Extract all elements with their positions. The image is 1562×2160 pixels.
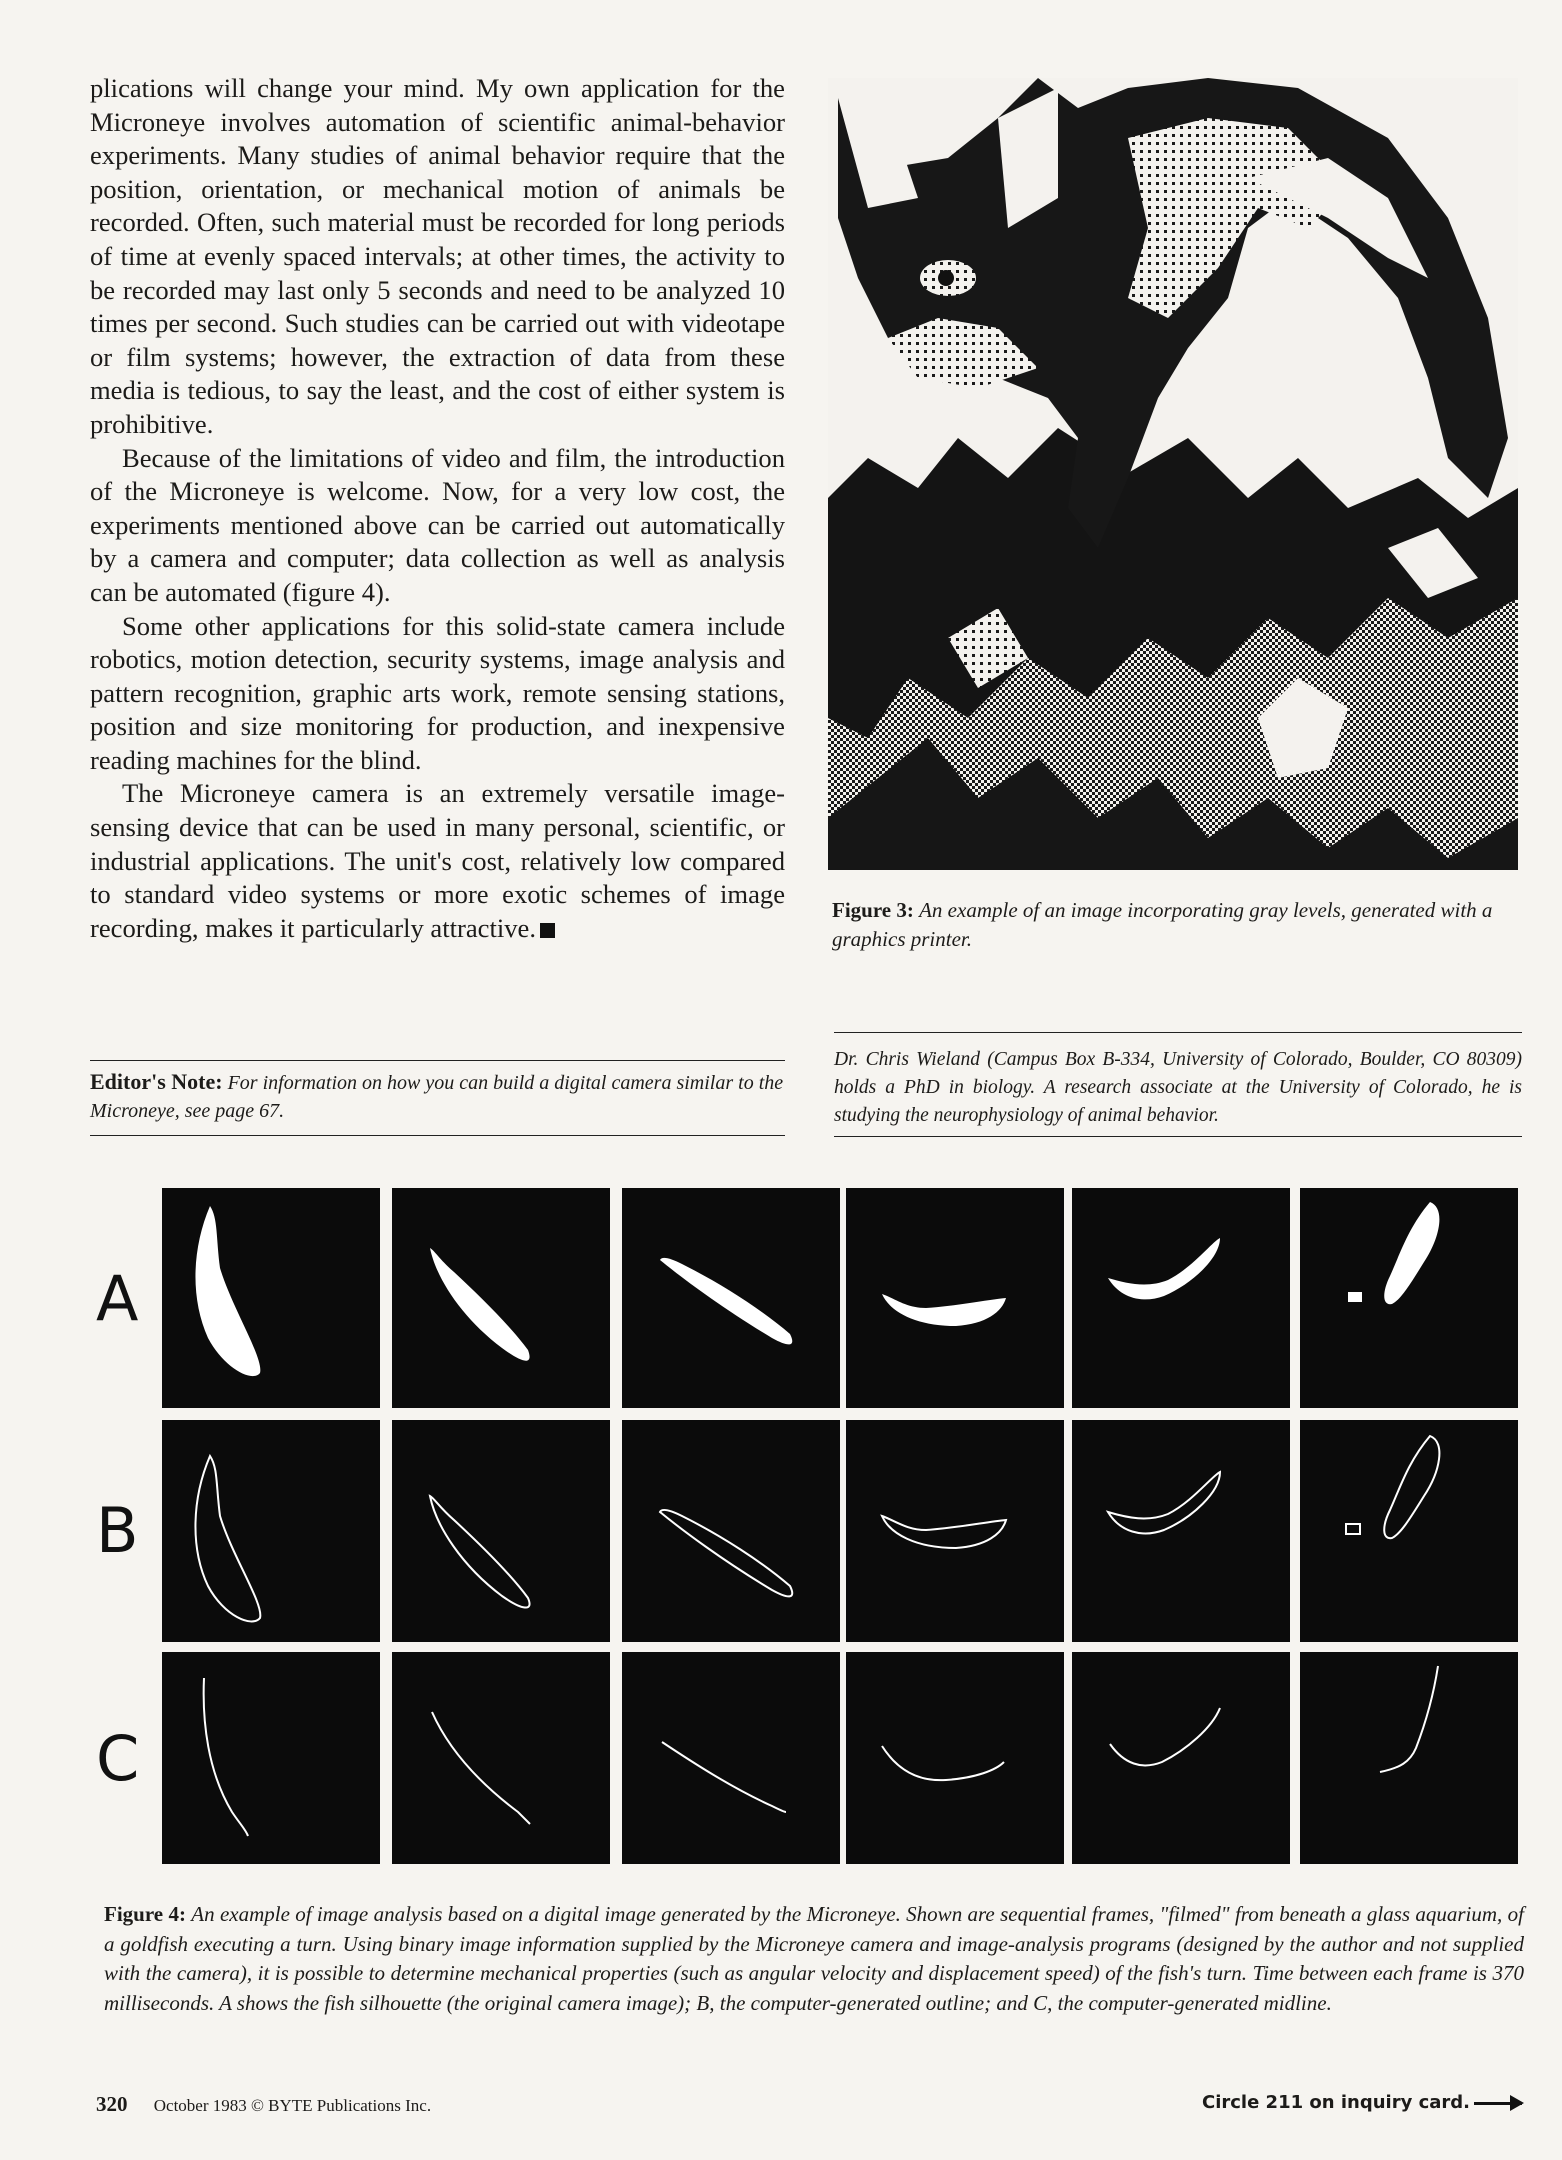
figure-4-caption-text: An example of image analysis based on a digital image generated by the Microneye. Shown are sequential frames, "filmed" from beneath a glass aquarium, of a goldfish executing a turn. Using binary image information supplied by the Microneye camera and image-analysis programs (designed by the author and not supplied with the camera), it is possible to determine mechanical properties (such as angular velocity and displacement speed) of the fish's turn. Time between each frame is 370 milliseconds. A shows the fish silhouette (the original camera image); B, the computer-generated outline; and C, the computer-generated midline. [104,1902,1524,2015]
frame-a2-silhouette [392,1188,610,1408]
fish-midline-4 [846,1652,1064,1864]
arrow-right-icon [1474,2102,1522,2105]
figure-3-caption [832,896,1522,954]
frame-b1-outline [162,1420,380,1642]
fish-midline-3 [622,1652,840,1864]
paragraph-4-text: The Microneye camera is an extremely versatile image-sensing device that can be used in many personal, scientific, or industrial applications. The unit's cost, relatively low compared to standard video systems or more exotic schemes of image recording, makes it particularly attractive. [90,778,785,943]
divider-bottom-bio [834,1136,1522,1137]
divider-top-note [90,1060,785,1061]
frame-c4-midline [846,1652,1064,1864]
frame-c5-midline [1072,1652,1290,1864]
frame-c1-midline [162,1652,380,1864]
page-number: 320 [96,2092,128,2116]
editors-note-text: For information on how you can build a digital camera similar to the Microneye, see page 67. [90,1072,784,1122]
inquiry-text: Circle 211 on inquiry card. [1201,2092,1470,2113]
fish-silhouette-3 [622,1188,840,1408]
author-bio: Dr. Chris Wieland (Campus Box B-334, University of Colorado, Boulder, CO 80309) holds a PhD in biology. A research associate at the University of Colorado, he is studying the neurophysiology of animal behavior. [834,1049,1522,1126]
fish-outline-1 [162,1420,380,1642]
figure-4-caption [104,1900,1524,2018]
figure-3-label: Figure 3: [832,898,914,922]
fish-silhouette-5 [1072,1188,1290,1408]
paragraph-1: plications will change your mind. My own application for the Microneye involves automation of scientific animal-behavior experiments. Many studies of animal behavior require that the position, orientation, or mechanical motion of animals be recorded. Often, such material must be recorded for long periods of time at evenly spaced intervals; at other times, the activity to be recorded may last only 5 seconds and need to be analyzed 10 times per second. Such studies can be carried out with videotape or film systems; however, the extraction of data from these media is tedious, to say the least, and the cost of either system is prohibitive. [90,73,785,439]
fish-midline-1 [162,1652,380,1864]
fish-midline-6 [1300,1652,1518,1864]
fish-midline-2 [392,1652,610,1864]
fish-silhouette-6 [1300,1188,1518,1408]
frame-a4-silhouette [846,1188,1064,1408]
fish-outline-5 [1072,1420,1290,1642]
paragraph-4 [90,777,785,945]
figure-3-image [828,78,1518,870]
end-of-article-mark [540,923,555,938]
paragraph-3: Some other applications for this solid-state camera include robotics, motion detection, security systems, image analysis and pattern recognition, graphic arts work, remote sensing stations, position and size monitoring for production, and inexpensive reading machines for the blind. [90,610,785,775]
article-body [90,72,785,945]
fish-midline-5 [1072,1652,1290,1864]
editors-note [90,1068,785,1125]
frame-b2-outline [392,1420,610,1642]
row-label-c: C [96,1722,140,1795]
frame-b5-outline [1072,1420,1290,1642]
figure-4-label: Figure 4: [104,1902,186,1926]
fish-outline-2 [392,1420,610,1642]
divider-bottom-note [90,1135,785,1136]
frame-c6-midline [1300,1652,1518,1864]
frame-a1-silhouette [162,1188,380,1408]
page-footer [96,2092,431,2117]
fish-outline-4 [846,1420,1064,1642]
figure-3-dither-graphic [828,78,1518,870]
frame-a6-silhouette [1300,1188,1518,1408]
fish-outline-3 [622,1420,840,1642]
row-label-a: A [96,1262,139,1335]
paragraph-2: Because of the limitations of video and film, the introduction of the Microneye is welcome. Now, for a very low cost, the experiments mentioned above can be carried out automatically by a camera and computer; data collection as well as analysis can be automated (figure 4). [90,442,785,607]
publication-line: October 1983 © BYTE Publications Inc. [153,2096,432,2115]
fish-silhouette-2 [392,1188,610,1408]
fish-silhouette-4 [846,1188,1064,1408]
frame-a5-silhouette [1072,1188,1290,1408]
row-label-b: B [96,1494,139,1567]
frame-b4-outline [846,1420,1064,1642]
fish-silhouette-1 [162,1188,380,1408]
figure-3-caption-text: An example of an image incorporating gray levels, generated with a graphics printer. [832,898,1493,951]
divider-top-bio [834,1032,1522,1033]
frame-b3-outline [622,1420,840,1642]
frame-c2-midline [392,1652,610,1864]
editors-note-label: Editor's Note: [90,1069,223,1094]
frame-a3-silhouette [622,1188,840,1408]
frame-c3-midline [622,1652,840,1864]
frame-b6-outline [1300,1420,1518,1642]
fish-outline-6 [1300,1420,1518,1642]
inquiry-card-note [1202,2092,1522,2113]
